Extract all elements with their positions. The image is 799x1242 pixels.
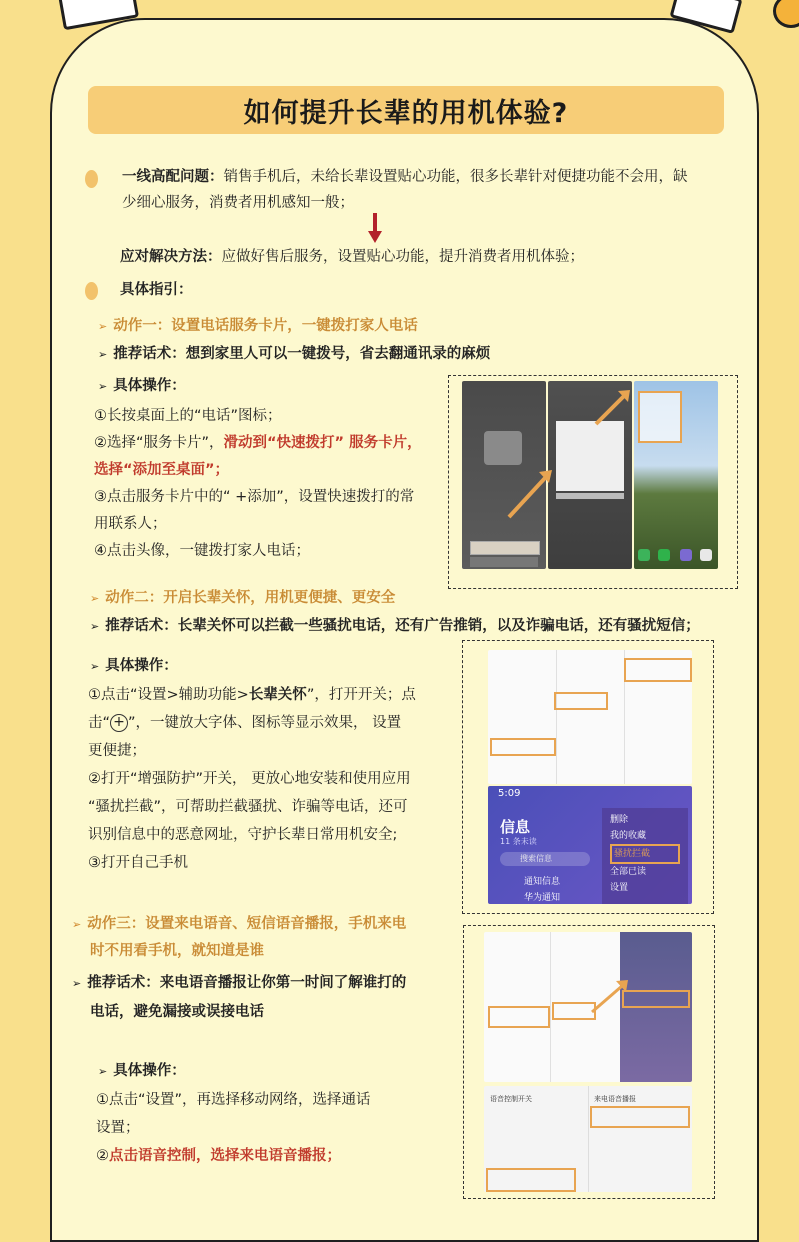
phone-screen-voice-control xyxy=(484,1086,692,1192)
chevron-right-icon: ➢ xyxy=(72,977,82,990)
step-highlight: 点击语音控制，选择来电语音播报； xyxy=(109,1148,341,1164)
action1-ops-label xyxy=(98,373,186,400)
action2-steps xyxy=(88,681,448,877)
action2-title-text: 动作二：开启长辈关怀，用机更便捷、更安全 xyxy=(105,590,396,606)
step-text: ③打开自己手机 xyxy=(88,855,188,871)
phone-screen-messages xyxy=(488,786,692,904)
page-title: 如何提升长辈的用机体验? xyxy=(243,97,569,129)
guide-label: 具体指引： xyxy=(120,282,193,298)
action1-steps xyxy=(94,403,454,565)
action1-title-text: 动作一：设置电话服务卡片，一键拨打家人电话 xyxy=(113,318,418,334)
action1-title xyxy=(98,313,418,340)
action3-title-text: 动作三：设置来电语音、短信语音播报，手机来电 xyxy=(87,916,407,932)
action1-ops-label-text: 具体操作： xyxy=(113,378,186,394)
chevron-right-icon: ➢ xyxy=(90,592,100,605)
action3-ops-label xyxy=(98,1058,186,1085)
menu-popup xyxy=(602,808,688,904)
down-arrow-icon xyxy=(368,213,382,243)
chevron-right-icon: ➢ xyxy=(98,320,108,333)
action2-title xyxy=(90,585,395,612)
pointer-arrow-icon xyxy=(505,466,555,521)
menu-item[interactable]: 我的收藏 xyxy=(610,831,647,841)
menu-item[interactable]: 设置 xyxy=(610,883,629,893)
step-text: 击“ xyxy=(88,715,111,731)
chevron-right-icon: ➢ xyxy=(90,660,100,673)
action3-steps xyxy=(96,1086,436,1170)
problem-label: 一线高配问题： xyxy=(122,169,224,185)
menu-item[interactable]: 删除 xyxy=(610,815,629,825)
bullet-dot xyxy=(85,170,98,188)
step-text: “骚扰拦截”，可帮助拦截骚扰、诈骗等电话，还可 xyxy=(88,799,408,815)
action3-title-text-2: 时不用看手机，就知道是谁 xyxy=(90,943,264,959)
step-text: ③点击服务卡片中的“ +添加”，设置快速拨打的常 xyxy=(94,489,415,505)
menu-item[interactable]: 全部已读 xyxy=(610,867,647,877)
problem-text-2: 少细心服务，消费者用机感知一般； xyxy=(122,195,354,211)
chevron-right-icon: ➢ xyxy=(98,1065,108,1078)
notify-item[interactable]: 通知信息 xyxy=(524,877,561,887)
step-text: ②打开“增强防护”开关， 更放心地安装和使用应用 xyxy=(88,771,411,787)
step-bold: 长辈关怀 xyxy=(248,687,307,703)
action3-script-text-2: 电话，避免漏接或误接电话 xyxy=(90,1004,264,1020)
action3-ops-label-text: 具体操作： xyxy=(113,1063,186,1079)
voice-control-heading: 语音控制开关 xyxy=(490,1095,532,1103)
solution-label: 应对解决方法： xyxy=(120,249,222,265)
action3-script-text: 推荐话术：来电语音播报让你第一时间了解谁打的 xyxy=(87,975,407,991)
step-text: ”，打开开关；点 xyxy=(306,687,416,703)
title-banner xyxy=(88,86,724,134)
problem-paragraph xyxy=(122,164,752,216)
problem-text: 销售手机后，未给长辈设置贴心功能，很多长辈针对便捷功能不会用，缺 xyxy=(223,169,688,185)
pointer-arrow-icon xyxy=(592,388,632,428)
step-text: ①点击“设置”，再选择移动网络，选择通话 xyxy=(96,1092,371,1108)
status-time: 5:09 xyxy=(498,788,521,799)
step-text: ①点击“设置>辅助功能> xyxy=(88,687,249,703)
step-text: ② xyxy=(96,1148,109,1164)
huawei-item[interactable]: 华为通知 xyxy=(524,893,561,903)
step-text: 识别信息中的恶意网址，守护长辈日常用机安全; xyxy=(88,827,398,843)
step-text: ”，一键放大字体、图标等显示效果， 设置 xyxy=(128,715,402,731)
menu-item-harass-block[interactable]: 骚扰拦截 xyxy=(610,844,680,864)
chevron-right-icon: ➢ xyxy=(90,620,100,633)
unread-count: 11 条未读 xyxy=(500,837,537,846)
step-text: 用联系人； xyxy=(94,516,167,532)
step-text: 设置； xyxy=(96,1120,140,1136)
step-text: 更便捷； xyxy=(88,743,146,759)
action2-ops-label xyxy=(90,653,178,680)
action1-script-text: 推荐话术：想到家里人可以一键拨号，省去翻通讯录的麻烦 xyxy=(113,346,491,362)
chevron-right-icon: ➢ xyxy=(98,380,108,393)
plus-circle-icon: + xyxy=(110,714,128,732)
phone-screen-home xyxy=(634,381,718,569)
chevron-right-icon: ➢ xyxy=(72,918,82,931)
pointer-arrow-icon xyxy=(588,978,632,1016)
action3-script xyxy=(72,969,462,1026)
solution-text: 应做好售后服务，设置贴心功能，提升消费者用机体验； xyxy=(221,249,584,265)
step-highlight: 滑动到“快速拨打” 服务卡片， xyxy=(223,435,422,451)
action2-script-text: 推荐话术：长辈关怀可以拦截一些骚扰电话，还有广告推销，以及诈骗电话，还有骚扰短信； xyxy=(105,618,700,634)
solution-paragraph xyxy=(120,244,740,270)
chevron-right-icon: ➢ xyxy=(98,348,108,361)
bullet-dot xyxy=(85,282,98,300)
decorative-circle-top-right xyxy=(773,0,799,28)
step-text: ④点击头像，一键拨打家人电话； xyxy=(94,543,310,559)
action1-script xyxy=(98,341,490,368)
action3-title xyxy=(72,911,462,964)
messages-title: 信息 xyxy=(500,818,531,836)
phone-screen-settings xyxy=(488,650,692,784)
step-text: ①长按桌面上的“电话”图标； xyxy=(94,408,282,424)
search-input[interactable]: 搜索信息 xyxy=(500,852,590,866)
action2-script xyxy=(90,613,770,640)
step-text: ②选择“服务卡片”， xyxy=(94,435,224,451)
incoming-broadcast-heading: 来电语音播报 xyxy=(594,1095,636,1103)
action2-ops-label-text: 具体操作： xyxy=(105,658,178,674)
step-highlight: 选择“添加至桌面”； xyxy=(94,462,230,478)
